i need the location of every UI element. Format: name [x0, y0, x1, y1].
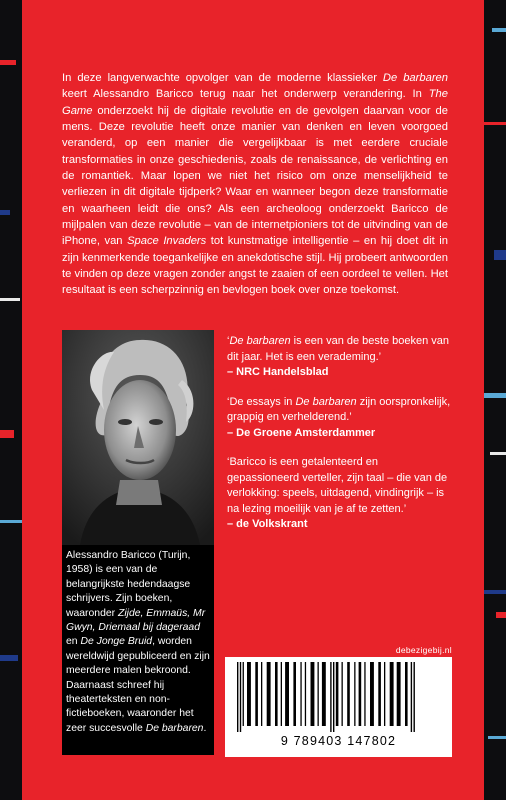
barcode-bar	[359, 662, 362, 726]
blurb-title: De barbaren	[382, 72, 448, 84]
barcode-bar	[293, 662, 296, 726]
blurb-title: Space Invaders	[127, 235, 207, 248]
barcode-bar	[247, 662, 251, 726]
author-photo	[62, 330, 214, 545]
barcode-bar	[411, 662, 412, 732]
blurb-segment: In deze langverwachte opvolger van de moderne klassieker	[62, 72, 383, 84]
quote-title: De barbaren	[229, 335, 291, 347]
barcode-bar	[378, 662, 381, 726]
blurb-segment: keert Alessandro Baricco terug naar het onderwerp verandering. In	[62, 88, 429, 101]
quote-title: De barbaren	[295, 395, 357, 408]
glitch-bar	[0, 60, 16, 65]
barcode-bar	[390, 662, 394, 726]
glitch-bar	[0, 655, 18, 661]
bio-title: De Jonge Bruid	[80, 636, 153, 648]
barcode-bar	[347, 662, 350, 726]
barcode-bar	[267, 662, 271, 726]
barcode-bar	[336, 662, 339, 726]
right-glitch-edge	[484, 0, 506, 800]
bio-title: De barbaren	[145, 722, 204, 734]
quote-text: ‘De essays in	[227, 395, 296, 408]
bio-title: Zijde, Emmaüs, Mr Gwyn, Driemaal bij dageraad	[66, 607, 206, 634]
barcode-bar	[354, 662, 355, 726]
barcode	[225, 657, 452, 757]
bio-segment: en	[66, 636, 81, 648]
barcode-bar	[318, 662, 319, 726]
barcode-bar	[311, 662, 315, 726]
glitch-bar	[484, 122, 506, 125]
barcode-bar	[330, 662, 331, 732]
barcode-bar	[384, 662, 385, 726]
barcode-bar	[397, 662, 401, 726]
barcode-bar	[261, 662, 262, 726]
barcode-bar	[322, 662, 326, 726]
barcode-bar	[237, 662, 238, 732]
barcode-bar	[281, 662, 282, 726]
barcode-bars	[233, 662, 444, 732]
author-bio	[62, 545, 214, 755]
barcode-bar	[275, 662, 278, 726]
quote-source: – de Volkskrant	[227, 518, 308, 530]
bio-segment: .	[203, 722, 207, 734]
quote-text: ‘	[227, 335, 230, 347]
press-quote	[227, 455, 452, 533]
isbn-number: 9 789403 147802	[280, 734, 397, 748]
author-portrait-image	[62, 330, 214, 545]
barcode-bar	[333, 662, 334, 732]
glitch-bar	[490, 452, 506, 455]
glitch-bar	[0, 520, 22, 523]
glitch-bar	[0, 298, 20, 301]
glitch-bar	[494, 250, 506, 260]
barcode-bar	[342, 662, 343, 726]
publisher-url[interactable]: debezigebij.nl	[395, 645, 452, 655]
quote-text: zijn oorspronkelijk, grappig en verhelderend.’	[227, 395, 451, 423]
barcode-bar	[370, 662, 374, 726]
bio-segment: , worden wereldwijd gepubliceerd en zijn meerdere malen bekroond. Daarnaast schreef hij theaterteksten en non-fictieboeken, waaronder het zeer succesvolle	[66, 636, 210, 734]
blurb-text	[62, 70, 448, 299]
barcode-bar	[405, 662, 408, 726]
quote-text: is een van de beste boeken van dit jaar. Het is een verademing.’	[227, 335, 450, 363]
press-quote	[227, 395, 452, 442]
glitch-bar	[488, 736, 506, 739]
glitch-bar	[0, 430, 14, 438]
barcode-bar	[305, 662, 306, 726]
barcode-bar	[255, 662, 258, 726]
barcode-bar	[240, 662, 241, 732]
barcode-bar	[285, 662, 289, 726]
glitch-bar	[496, 612, 506, 618]
blurb-title: The Game	[62, 88, 448, 117]
glitch-bar	[484, 393, 506, 398]
quote-text: ‘Baricco is een getalenteerd en gepassioneerd verteller, zijn taal – die van de verlokking: speels, uitdagend, vindingrijk – is na lezing moeilijk van je af te zetten.’	[227, 456, 448, 515]
quote-source: – NRC Handelsblad	[227, 366, 329, 378]
bio-segment: Alessandro Baricco (Turijn, 1958) is een van de belangrijkste hedendaagse schrijvers. Zijn boeken, waaronder	[66, 550, 191, 619]
left-glitch-edge	[0, 0, 22, 800]
blurb-segment: onderzoekt hij de digitale revolutie en de gevolgen daarvan voor de mens. Deze revolutie heeft onze manier van denken en leven voorgoed veranderd, op een manier die vergelijkbaar is met eerdere cruciale transformaties in onze geschiedenis, zoals de renaissance, de verlichting en de romantiek. Maar lopen we niet het risico om onze menselijkheid te verliezen in dit digitale tijdperk? Waar en wanneer begon deze transformatie en waarheen leidt die ons? Als een archeoloog onderzoekt Baricco de mijlpalen van deze revolutie – van de internetpioniers tot de uitvinding van de iPhone, van	[62, 104, 448, 248]
barcode-bar	[300, 662, 301, 726]
glitch-bar	[492, 28, 506, 32]
press-quote	[227, 334, 452, 381]
barcode-bar	[243, 662, 244, 726]
glitch-bar	[0, 210, 10, 215]
barcode-bar	[364, 662, 365, 726]
blurb-segment: tot kunstmatige intelligentie – en hij doet dit in zijn kenmerkende toegankelijke en anekdotische stijl. Hij probeert antwoorden te vinden op deze vragen zonder angst te zaaien of een oordeel te vellen. Het resultaat is een scherpzinnig en bevlogen boek over onze toekomst.	[62, 235, 448, 297]
glitch-bar	[484, 590, 506, 594]
press-quotes	[227, 334, 452, 547]
quote-source: – De Groene Amsterdammer	[227, 426, 376, 439]
barcode-bar	[414, 662, 415, 732]
